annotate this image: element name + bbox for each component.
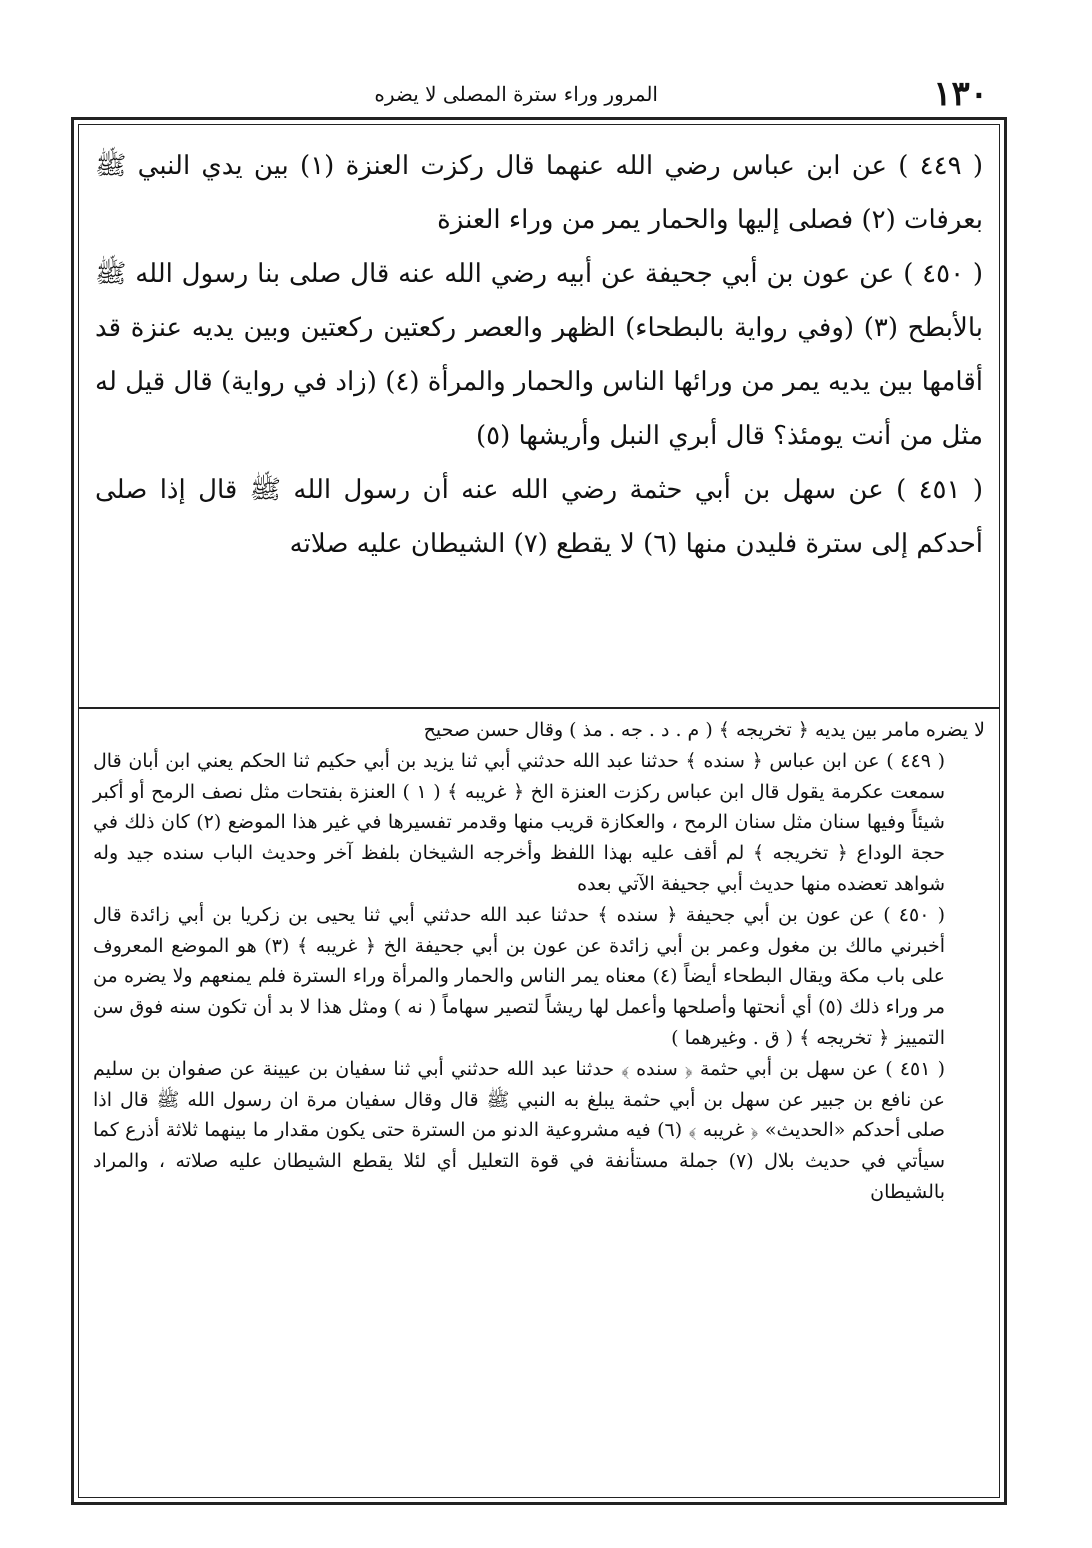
section-divider [79,707,999,709]
page-header [88,74,988,122]
commentary-449: ( ٤٤٩ ) عن ابن عباس ﴿ سنده ﴾ حدثنا عبد الله حدثني أبي ثنا يزيد بن أبي حكيم ثنا الحكم يعني ابن أبان قال سمعت عكرمة يقول قال ابن عباس ركزت العنزة الخ ﴿ غريبه ﴾ ( ١ ) العنزة بفتحات مثل نصف الرمح أو أكبر شيئاً وفيها سنان مثل سنان الرمح ، والعكازة قريب منها وقدمر تفسيرها في غير هذا الموضع (٢) كان ذلك في حجة الوداع ﴿ تخريجه ﴾ لم أقف عليه بهذا اللفظ وأخرجه الشيخان بلفظ آخر وحديث الباب سنده جيد وله شواهد تعضده منها حديث أبي جحيفة الآتي بعده [93,749,945,895]
hadith-text-block [95,139,983,689]
hadith-450: ( ٤٥٠ ) عن عون بن أبي جحيفة عن أبيه رضي الله عنه قال صلى بنا رسول الله ﷺ بالأبطح (٣) (وفي رواية بالبطحاء) الظهر والعصر ركعتين ركعتين وبين يديه عنزة قد أقامها بين يديه يمر من ورائها الناس والحمار والمرأة (٤) (زاد في رواية) قال قيل له مثل من أنت يومئذ؟ قال أبري النبل وأريشها (٥) [95,259,983,451]
commentary-continuation: لا يضره مامر بين يديه ﴿ تخريجه ﴾ ( م . د . جه . مذ ) وقال حسن صحيح [423,719,985,741]
commentary-450: ( ٤٥٠ ) عن عون بن أبي جحيفة ﴿ سنده ﴾ حدثنا عبد الله حدثني أبي ثنا يحيى بن زكريا بن أبي زائدة قال أخبرني مالك بن مغول وعمر بن أبي زائدة عن عون بن أبي جحيفة الخ ﴿ غريبه ﴾ (٣) هو الموضع المعروف على باب مكة ويقال البطحاء أيضاً (٤) معناه يمر الناس والحمار والمرأة وراء السترة فلم يمنعهم ولا يضره من مر وراء ذلك (٥) أي أنحتها وأصلحها وأعمل لها ريشاً لتصير سهاماً ( نه ) ومثل هذا لا بد أن تكون سنه فوق سن التمييز ﴿ تخريجه ﴾ ( ق . وغيرهما ) [93,903,946,1049]
hadith-449: ( ٤٤٩ ) عن ابن عباس رضي الله عنهما قال ركزت العنزة (١) بين يدي النبي ﷺ بعرفات (٢) فصلى إليها والحمار يمر من وراء العنزة [95,151,983,235]
page-number: ١٣٠ [933,74,988,114]
hadith-451: ( ٤٥١ ) عن سهل بن أبي حثمة رضي الله عنه أن رسول الله ﷺ قال إذا صلى أحدكم إلى سترة فليدن منها (٦) لا يقطع (٧) الشيطان عليه صلاته [95,475,983,559]
page-frame [78,124,1000,1498]
commentary-block [93,715,985,1489]
commentary-451: ( ٤٥١ ) عن سهل بن أبي حثمة ﴿ سنده ﴾ حدثنا عبد الله حدثني أبي ثنا سفيان بن عيينة عن صفوان بن سليم عن نافع بن جبير عن سهل بن أبي حثمة يبلغ به النبي ﷺ قال وقال سفيان مرة ان رسول الله ﷺ قال اذا صلى أحدكم «الحديث» ﴿ غريبه ﴾ (٦) فيه مشروعية الدنو من السترة حتى يكون مقدار ما بينهما ثلاثة أذرع كما سيأتي في حديث بلال (٧) جملة مستأنفة في قوة التعليل أي لئلا يقطع الشيطان عليه صلاته ، والمراد بالشيطان [93,1057,945,1203]
running-title: المرور وراء سترة المصلى لا يضره [374,82,658,106]
